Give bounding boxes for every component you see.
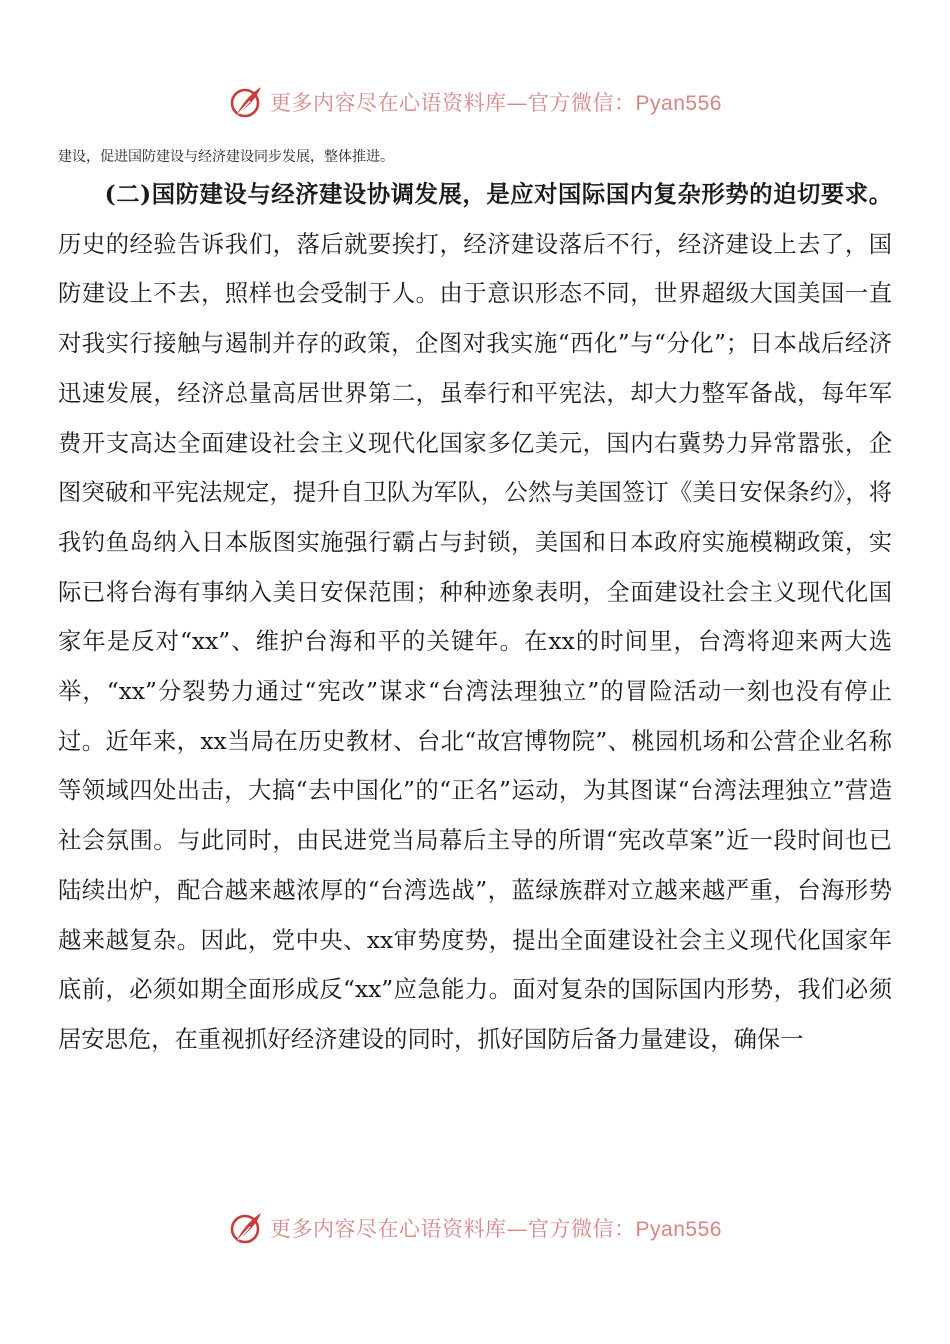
quill-logo-icon (228, 84, 264, 120)
watermark-banner-bottom (0, 1208, 950, 1248)
section-body: 历史的经验告诉我们，落后就要挨打，经济建设落后不行，经济建设上去了，国防建设上不去，照样也会受制于人。由于意识形态不同，世界超级大国美国一直对我实行接触与遏制并存的政策，企图对我实施“西化”与“分化”；日本战后经济迅速发展，经济总量高居世界第二，虽奉行和平宪法，却大力整军备战，每年军费开支高达全面建设社会主义现代化国家多亿美元，国内右冀势力异常嚣张，企图突破和平宪法规定，提升自卫队为军队，公然与美国签订《美日安保条约》，将我钓鱼岛纳入日本版图实施强行霸占与封锁，美国和日本政府实施模糊政策，实际已将台海有事纳入美日安保范围；种种迹象表明，全面建设社会主义现代化国家年是反对“xx”、维护台海和平的关键年。在xx的时间里，台湾将迎来两大选举，“xx”分裂势力通过“宪改”谋求“台湾法理独立”的冒险活动一刻也没有停止过。近年来，xx当局在历史教材、台北“故宫博物院”、桃园机场和公营企业名称等领域四处出击，大搞“去中国化”的“正名”运动，为其图谋“台湾法理独立”营造社会氛围。与此同时，由民进党当局幕后主导的所谓“宪改草案”近一段时间也已陆续出炉，配合越来越浓厚的“台湾选战”，蓝绿族群对立越来越严重，台海形势越来越复杂。因此，党中央、xx审势度势，提出全面建设社会主义现代化国家年底前，必须如期全面形成反“xx”应急能力。面对复杂的国际国内形势，我们必须居安思危，在重视抓好经济建设的同时，抓好国防后备力量建设，确保一 (58, 230, 892, 1053)
section-heading: (二)国防建设与经济建设协调发展，是应对国际国内复杂形势的迫切要求。 (104, 181, 892, 208)
carryover-line: 建设，促进国防建设与经济建设同步发展，整体推进。 (58, 149, 394, 165)
section-paragraph (58, 170, 892, 1065)
watermark-text: 更多内容尽在心语资料库—官方微信：Pyan556 (270, 1217, 722, 1241)
watermark-banner-top (0, 82, 950, 122)
quill-logo-icon (228, 1210, 264, 1246)
watermark-text: 更多内容尽在心语资料库—官方微信：Pyan556 (270, 91, 722, 115)
watermark-handle: Pyan556 (635, 1218, 722, 1241)
watermark-handle: Pyan556 (635, 92, 722, 115)
